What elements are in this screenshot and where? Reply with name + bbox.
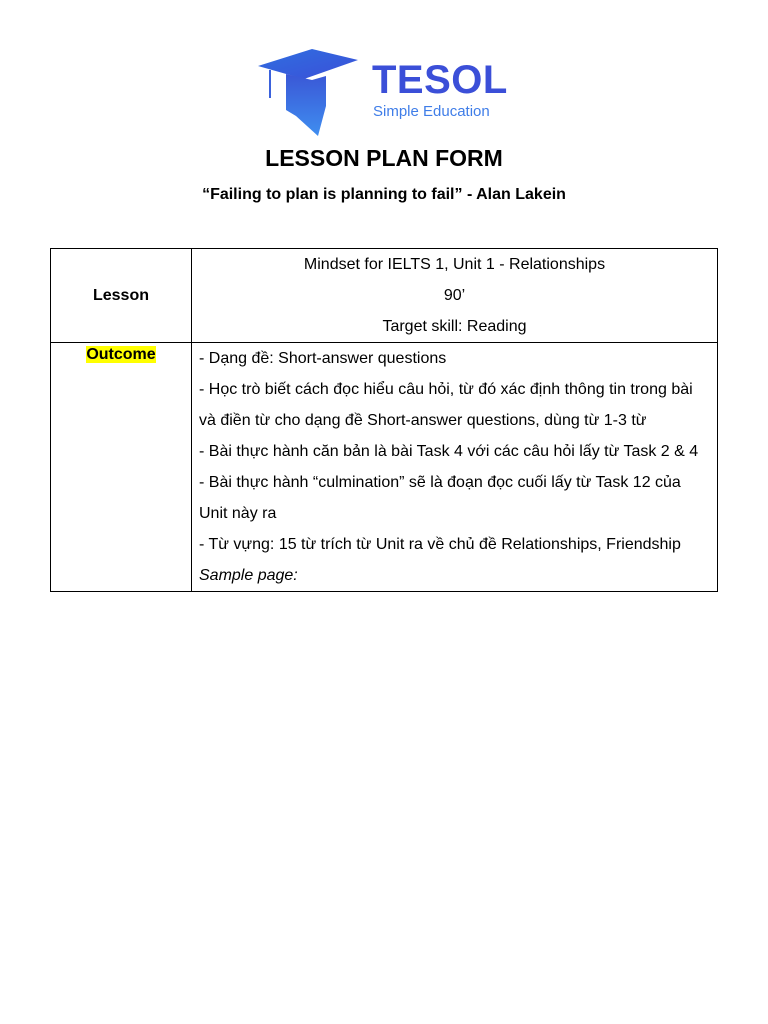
brand-tagline: Simple Education (373, 103, 490, 120)
outcome-label-cell (51, 343, 192, 592)
graduation-cap-icon (256, 46, 366, 140)
outcome-line: - Bài thực hành “culmination” sẽ là đoạn đọc cuối lấy từ Task 12 của Unit này ra (199, 474, 681, 522)
outcome-line: - Từ vựng: 15 từ trích từ Unit ra về chủ đề Relationships, Friendship (199, 536, 681, 553)
quote: “Failing to plan is planning to fail” - Alan Lakein (202, 186, 566, 203)
outcome-line: - Dạng đề: Short-answer questions (199, 350, 447, 367)
sample-page-label: Sample page: (199, 567, 298, 584)
outcome-content (192, 343, 718, 592)
outcome-row (51, 343, 718, 592)
lesson-line: Mindset for IELTS 1, Unit 1 - Relationships (303, 256, 606, 273)
lesson-content (192, 249, 718, 343)
brand-name: TESOL (372, 58, 508, 102)
tesol-logo (256, 46, 516, 140)
outcome-label: Outcome (86, 346, 156, 363)
lesson-line: Target skill: Reading (382, 318, 527, 335)
lesson-plan-table (50, 248, 718, 592)
page-title: LESSON PLAN FORM (265, 145, 503, 171)
lesson-row (51, 249, 718, 343)
lesson-line: 90’ (443, 287, 466, 304)
lesson-label: Lesson (51, 249, 192, 343)
outcome-line: - Bài thực hành căn bản là bài Task 4 với các câu hỏi lấy từ Task 2 & 4 (199, 443, 699, 460)
outcome-line: - Học trò biết cách đọc hiểu câu hỏi, từ đó xác định thông tin trong bài và điền từ cho dạng đề Short-answer questions, dùng từ 1-3 từ (199, 381, 693, 429)
